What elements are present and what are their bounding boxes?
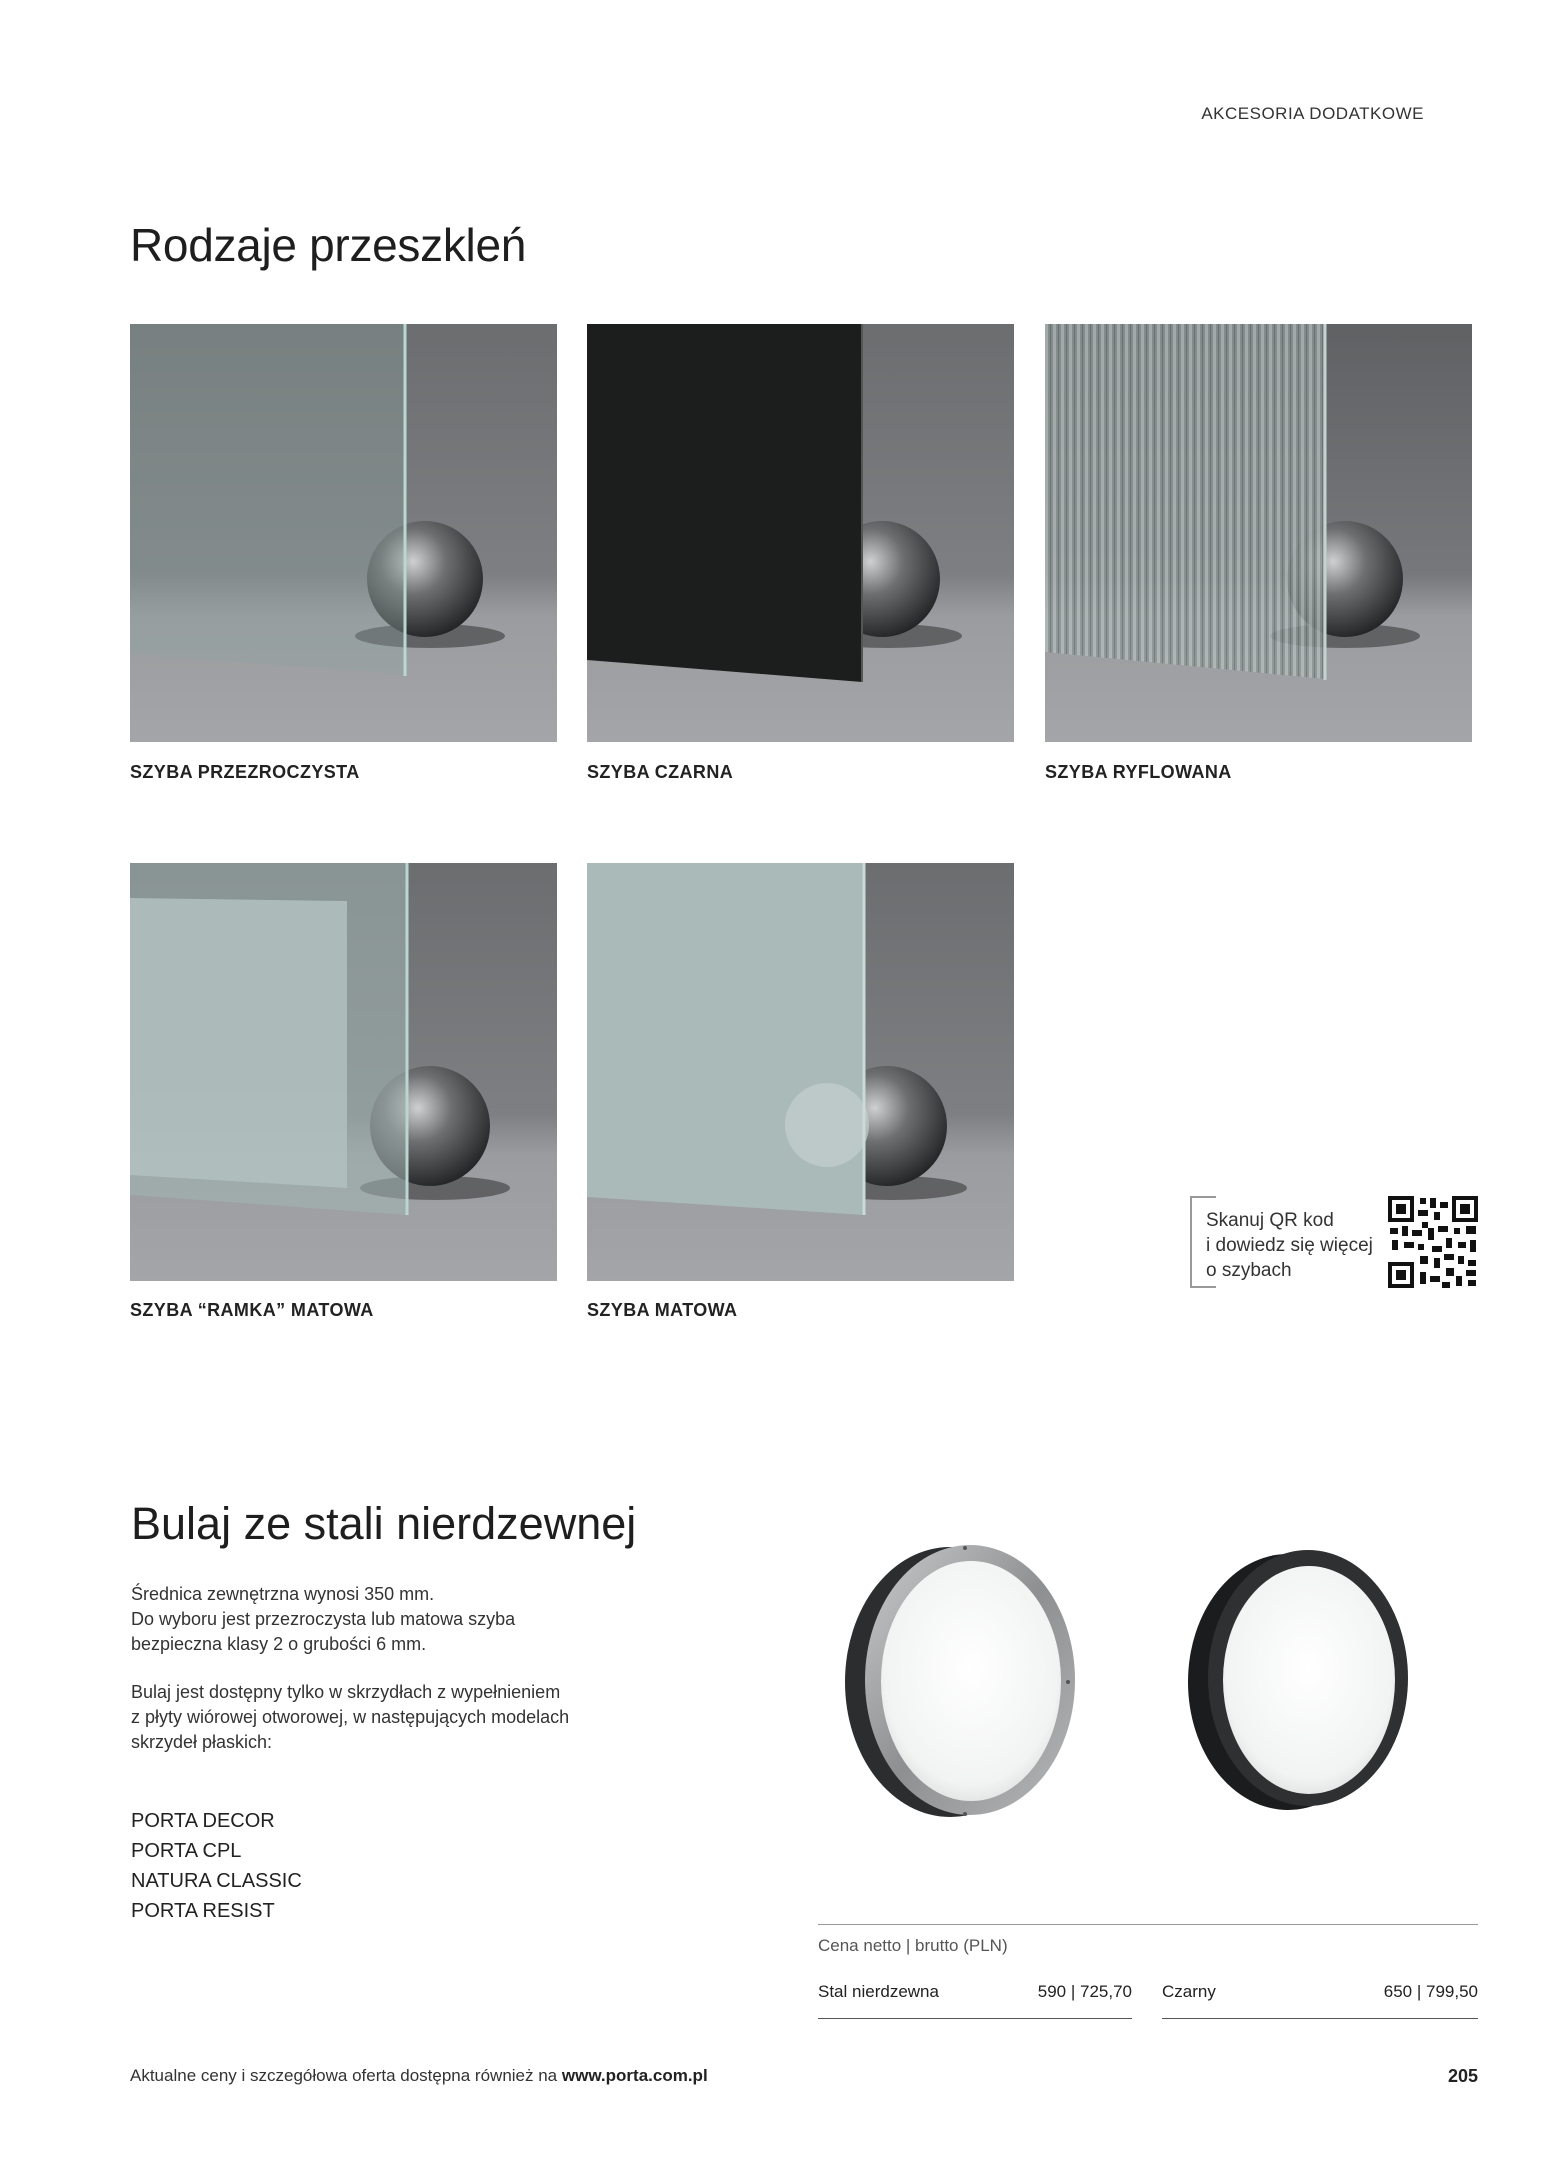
price-header: Cena netto | brutto (PLN) bbox=[818, 1936, 1008, 1955]
paragraph-line: Do wyboru jest przezroczysta lub matowa szyba bbox=[131, 1609, 516, 1629]
price-name: Stal nierdzewna bbox=[818, 1982, 939, 2001]
glass-label: SZYBA PRZEZROCZYSTA bbox=[130, 762, 360, 782]
glazing-title: Rodzaje przeszkleń bbox=[130, 219, 527, 271]
price-divider bbox=[818, 1924, 1478, 1925]
qr-text-line: i dowiedz się więcej bbox=[1206, 1235, 1373, 1256]
qr-text-line: Skanuj QR kod bbox=[1206, 1210, 1334, 1231]
paragraph-line: skrzydeł płaskich: bbox=[131, 1732, 273, 1752]
frosted-glass-photo bbox=[587, 863, 1014, 1281]
model-item: PORTA DECOR bbox=[131, 1810, 275, 1832]
paragraph-line: Średnica zewnętrzna wynosi 350 mm. bbox=[131, 1584, 435, 1604]
model-item: PORTA RESIST bbox=[131, 1900, 275, 1922]
qr-code-icon[interactable] bbox=[1388, 1196, 1478, 1288]
page-number: 205 bbox=[1447, 2066, 1478, 2086]
frame-frosted-glass-photo bbox=[130, 863, 557, 1281]
price-underline bbox=[1162, 2018, 1478, 2019]
footer-note bbox=[130, 2066, 708, 2086]
porthole-availability bbox=[131, 1680, 631, 1755]
black-glass-photo bbox=[587, 324, 1014, 742]
porthole-description bbox=[131, 1582, 631, 1657]
glass-label: SZYBA CZARNA bbox=[587, 762, 734, 782]
website-link[interactable]: www.porta.com.pl bbox=[561, 2066, 708, 2085]
model-item: NATURA CLASSIC bbox=[131, 1870, 302, 1892]
black-porthole-photo bbox=[1180, 1530, 1420, 1830]
glass-label: SZYBA “RAMKA” MATOWA bbox=[130, 1300, 374, 1320]
qr-callout bbox=[1190, 1196, 1372, 1288]
paragraph-line: z płyty wiórowej otworowej, w następujących modelach bbox=[131, 1707, 570, 1727]
paragraph-line: Bulaj jest dostępny tylko w skrzydłach z wypełnieniem bbox=[131, 1682, 561, 1702]
glass-label: SZYBA RYFLOWANA bbox=[1045, 762, 1232, 782]
fluted-glass-photo bbox=[1045, 324, 1472, 742]
section-tag: AKCESORIA DODATKOWE bbox=[1201, 104, 1424, 123]
porthole-title: Bulaj ze stali nierdzewnej bbox=[131, 1498, 637, 1549]
steel-porthole-photo bbox=[830, 1530, 1090, 1830]
model-list bbox=[131, 1806, 302, 1926]
paragraph-line: bezpieczna klasy 2 o grubości 6 mm. bbox=[131, 1634, 427, 1654]
footer-text: Aktualne ceny i szczegółowa oferta dostępna również na bbox=[130, 2066, 558, 2085]
price-name: Czarny bbox=[1162, 1982, 1216, 2001]
qr-text-line: o szybach bbox=[1206, 1260, 1292, 1281]
clear-glass-photo bbox=[130, 324, 557, 742]
model-item: PORTA CPL bbox=[131, 1840, 242, 1862]
price-underline bbox=[818, 2018, 1132, 2019]
price-value: 590 | 725,70 bbox=[1037, 1982, 1132, 2001]
price-value: 650 | 799,50 bbox=[1383, 1982, 1478, 2001]
glass-label: SZYBA MATOWA bbox=[587, 1300, 738, 1320]
